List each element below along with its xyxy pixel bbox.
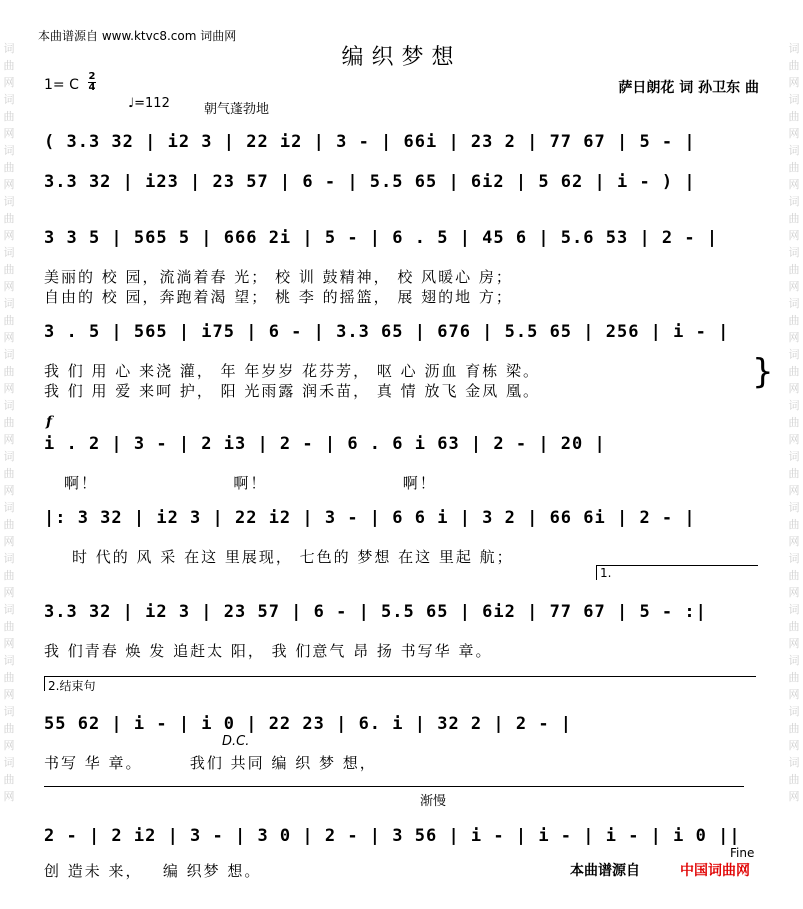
music-row-4: 3 . 5 | 565 | i75 | 6 - | 3.3 65 | 676 | 5.5 65 | 256 | i - | [44,322,730,342]
lyric-row-3: 我 们 用 心 来浇 灌， 年 年岁岁 花芬芳， 呕 心 沥血 育栋 梁。 [44,362,540,380]
dynamics-mark: f [46,414,53,430]
slowing-mark: 渐慢 [420,794,447,809]
music-row-8: 55 62 | i - | i 0 | 22 23 | 6. i | 32 2 | 2 - | [44,714,573,734]
music-row-2: 3.3 32 | i23 | 23 57 | 6 - | 5.5 65 | 6i2 | 5 62 | i - ) | [44,172,696,192]
lyric-row-7: 我 们青春 焕 发 追赶太 阳， 我 们意气 昂 扬 书写华 章。 [44,642,493,660]
lyric-row-2: 自由的 校 园，奔跑着渴 望； 桃 李 的摇篮， 展 翅的地 方； [44,288,513,306]
footer-source: 本曲谱源自 [570,863,640,879]
music-row-3: 3 3 5 | 565 5 | 666 2i | 5 - | 6 . 5 | 45 6 | 5.6 53 | 2 - | [44,228,719,248]
key-signature: 1= C [44,77,79,93]
music-row-7: 3.3 32 | i2 3 | 23 57 | 6 - | 5.5 65 | 6i2 | 77 67 | 5 - :| [44,602,707,622]
time-top: 2 [88,71,96,82]
verse-brace: } [752,352,774,392]
time-signature [88,72,96,93]
volta-2: 2.结束句 [44,676,756,691]
footer-site: 中国词曲网 [680,863,750,879]
lyric-row-1: 美丽的 校 园，流淌着春 光； 校 训 鼓精神， 校 风暖心 房； [44,268,513,286]
side-watermark-left: 词曲网词曲网词曲网词曲网词曲网词曲网词曲网词曲网词曲网词曲网词曲网词曲网词曲网词曲网词曲网 [3,42,15,803]
volta-1: 1. [596,565,758,580]
music-row-5: i . 2 | 3 - | 2 i3 | 2 - | 6 . 6 i 63 | 2 - | 20 | [44,434,606,454]
lyric-row-9: 创 造未 来， 编 织梦 想。 [44,862,262,880]
mood-mark: 朝气蓬勃地 [204,102,270,117]
music-row-6: |: 3 32 | i2 3 | 22 i2 | 3 - | 6 6 i | 3 2 | 66 6i | 2 - | [44,508,696,528]
side-watermark-right: 词曲网词曲网词曲网词曲网词曲网词曲网词曲网词曲网词曲网词曲网词曲网词曲网词曲网词曲网词曲网 [788,42,800,803]
lyric-row-6: 时 代的 风 采 在这 里展现， 七色的 梦想 在这 里起 航； [72,548,514,566]
credits: 萨日朗花 词 孙卫东 曲 [618,80,759,96]
slowing-line [44,786,744,787]
lyric-row-5: 啊！ 啊！ 啊！ [64,474,437,492]
time-bottom: 4 [88,82,96,93]
lyric-row-4: 我 们 用 爱 来呵 护， 阳 光雨露 润禾苗， 真 情 放飞 金凤 凰。 [44,382,540,400]
music-row-1: ( 3.3 32 | i2 3 | 22 i2 | 3 - | 66i | 23 2 | 77 67 | 5 - | [44,132,696,152]
music-row-9: 2 - | 2 i2 | 3 - | 3 0 | 2 - | 3 56 | i - | i - | i - | i 0 || [44,826,741,846]
fine-mark: Fine [730,846,755,860]
lyric-row-8: 书写 华 章。 我们 共同 编 织 梦 想， [44,754,377,772]
song-title: 编织梦想 [341,45,462,70]
dc-mark: D.C. [222,734,250,749]
source-line: 本曲谱源自 www.ktvc8.com 词曲网 [38,29,237,43]
tempo-mark: ♩=112 [128,96,170,111]
